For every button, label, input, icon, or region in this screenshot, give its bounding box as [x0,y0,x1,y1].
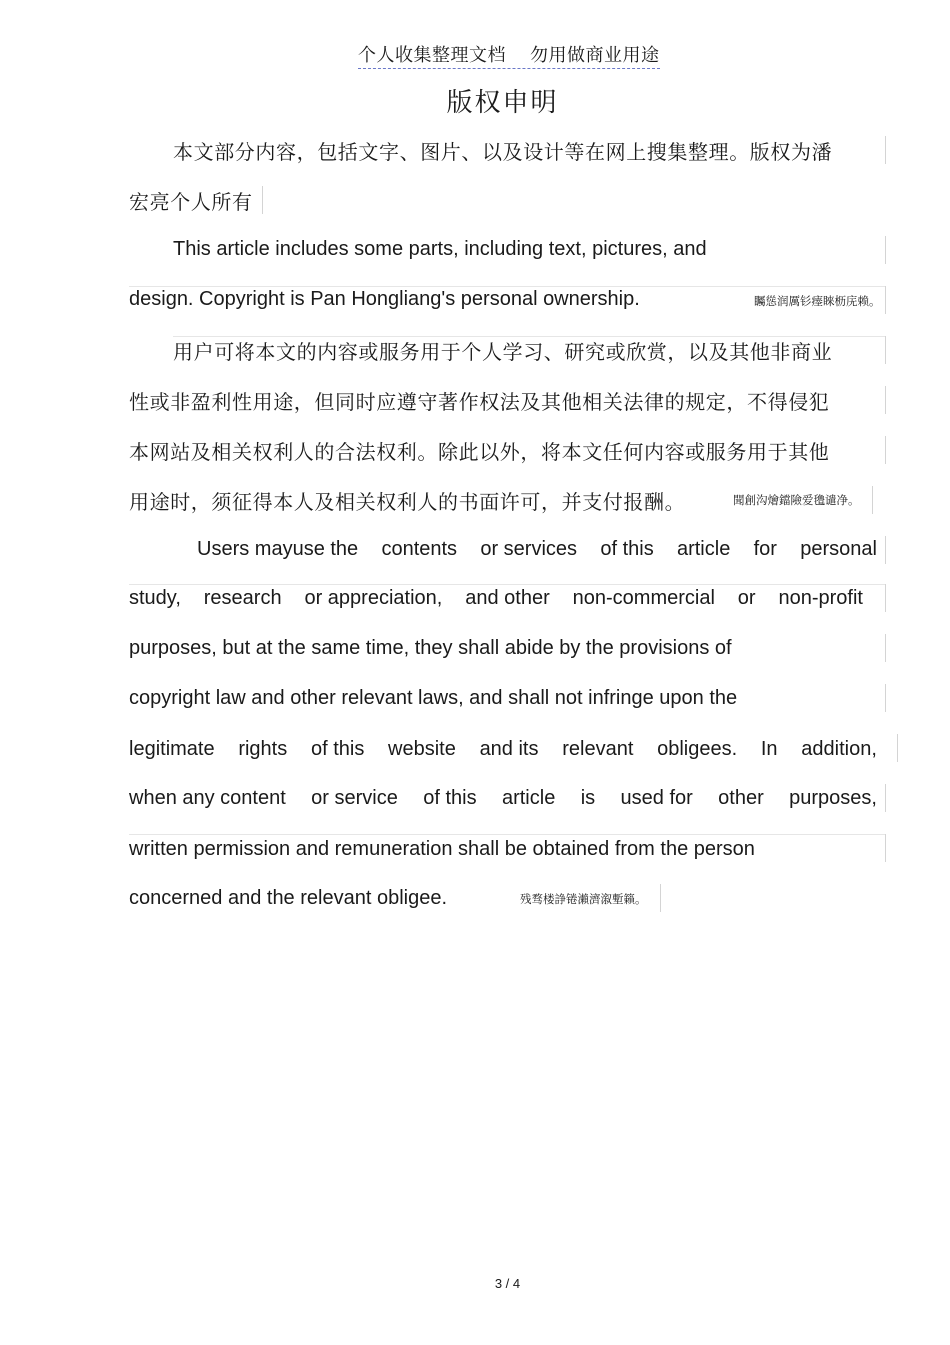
para4-line7: written permission and remuneration shall be obtained from the person [129,838,755,860]
word: of this [423,787,477,809]
para4-line4: copyright law and other relevant laws, and shall not infringe upon the [129,687,738,709]
line-marker [885,584,886,612]
line-marker [885,684,886,712]
para3-line3: 本网站及相关权利人的合法权利。除此以外，将本文任何内容或服务用于其他 [129,440,830,464]
line-marker [885,136,886,164]
para1-line1: 本文部分内容，包括文字、图片、以及设计等在网上搜集整理。版权为潘 [173,140,833,164]
word: of this [310,738,365,760]
line-marker [885,236,886,264]
para2-line1: This article includes some parts, including text, pictures, and [173,238,707,260]
word: and other [465,587,550,609]
para3-code: 聞創沟燴鐺險爱氇谴净。 [733,493,860,507]
word: Users mayuse the [197,538,359,560]
para3-line4: 用途时，须征得本人及相关权利人的书面许可，并支付报酬。 [129,490,686,514]
line-rule [173,336,885,337]
line-marker [885,834,886,862]
word: or services [480,538,578,560]
word: when any content [129,787,286,809]
line-rule [129,834,885,835]
word: or [737,587,756,609]
word: research [203,587,282,609]
word: obligees. [657,738,738,760]
word: personal [800,538,877,560]
para3-line1: 用户可将本文的内容或服务用于个人学习、研究或欣赏，以及其他非商业 [173,340,833,364]
para1-line2: 宏亮个人所有 [129,190,253,214]
word: study, [129,587,181,609]
word: non-profit [778,587,863,609]
line-marker [885,436,886,464]
word: used for [620,787,693,809]
line-marker [262,186,263,214]
word: website [388,738,456,760]
header-left-text: 个人收集整理文档 [358,45,506,66]
para3-line2: 性或非盈利性用途，但同时应遵守著作权法及其他相关法律的规定，不得侵犯 [129,390,830,414]
word: for [753,538,777,560]
line-marker [872,486,873,514]
word: addition, [801,738,877,760]
line-marker [885,536,886,564]
word: article [501,787,556,809]
word: contents [381,538,458,560]
word: other [718,787,764,809]
line-marker [885,784,886,812]
line-marker [885,386,886,414]
header-right-text: 勿用做商业用途 [530,45,660,66]
word: is [580,787,596,809]
para4-code: 残骛楼諍锩瀨濟溆塹籟。 [520,892,647,906]
word: article [676,538,731,560]
word: and its [479,738,539,760]
word: legitimate [129,738,215,760]
page-header [358,41,660,69]
para4-line8: concerned and the relevant obligee. [129,887,448,909]
page-number: 3 / 4 [494,1276,521,1291]
para2-line2: design. Copyright is Pan Hongliang's personal ownership. [129,288,640,310]
word: or service [311,787,398,809]
line-rule [129,584,885,585]
word: non-commercial [572,587,715,609]
word: rights [238,738,288,760]
para2-code: 矚慫润厲钐瘗睞枥庑赖。 [754,294,881,308]
word: In [760,738,778,760]
word: of this [600,538,654,560]
para4-line2 [129,587,863,610]
para4-line1 [197,538,877,561]
word: relevant [562,738,634,760]
line-marker [660,884,661,912]
document-title: 版权申明 [446,88,559,118]
line-marker [885,286,886,314]
word: or appreciation, [304,587,443,609]
line-marker [885,634,886,662]
word: purposes, [789,787,877,809]
para4-line3: purposes, but at the same time, they shall abide by the provisions of [129,637,732,659]
line-marker [885,336,886,364]
para4-line5 [129,738,877,761]
line-marker [897,734,898,762]
para4-line6 [129,787,877,810]
line-rule [129,286,885,287]
